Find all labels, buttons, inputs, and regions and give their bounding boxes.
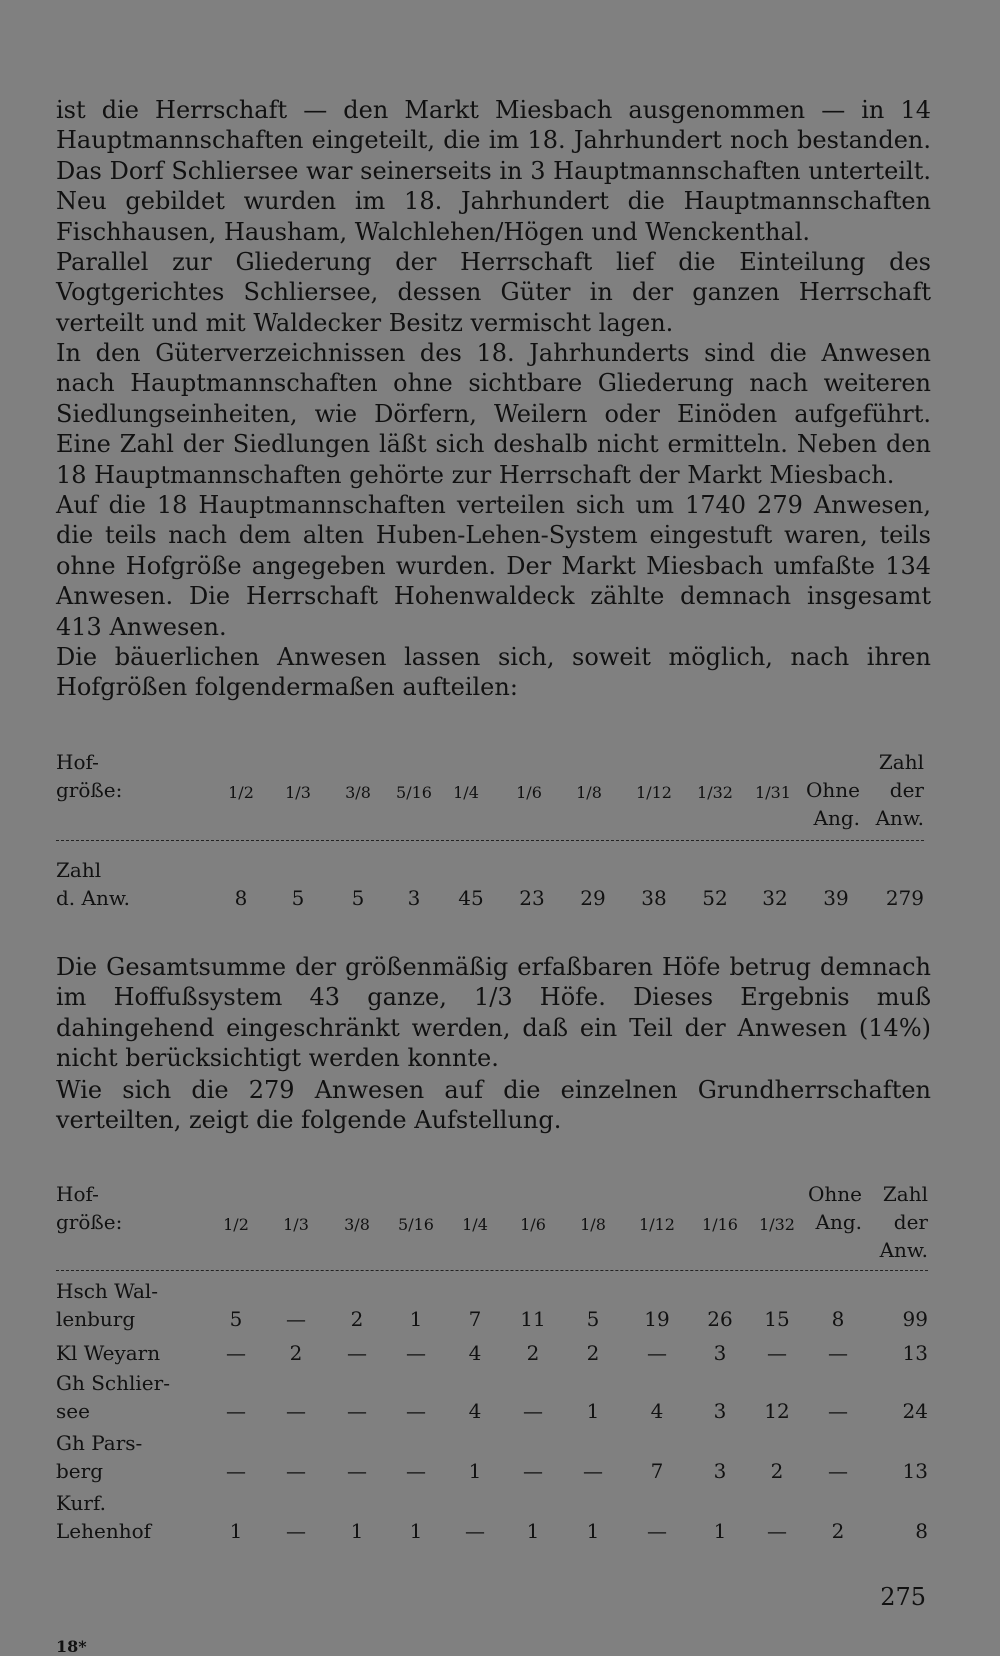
table2-zahl-label: Zahl [882,1182,928,1206]
table2-row-label: lenburg [56,1307,136,1331]
table2-row-label: Hsch Wal- [56,1279,159,1303]
table2-cell: — [828,1459,848,1483]
table2-cell: 4 [650,1399,664,1423]
table1-zahl-label: Zahl [878,750,924,774]
table2-cell: 4 [468,1399,482,1423]
table2-cell: — [465,1519,485,1543]
table2-cell: 12 [764,1399,790,1423]
table2-cell: 1 [350,1519,364,1543]
table1-cell: 23 [519,886,545,910]
table1-fraction-header: 1/4 [453,783,479,802]
table2-cell: 15 [764,1307,790,1331]
table2-cell: 7 [468,1307,482,1331]
table1-row-label: d. Anw. [56,886,130,910]
table2-cell: 5 [586,1307,600,1331]
table2-cell: 1 [586,1519,600,1543]
table2-cell: 99 [902,1307,928,1331]
table1-cell: 5 [351,886,365,910]
paragraph-1: ist die Herrschaft — den Markt Miesbach ausgenommen — in 14 Hauptmannschaften eingeteilt, die im 18. Jahrhundert noch bestanden. Das Dorf Schliersee war seinerseits in 3 Hauptmannschaften unterteilt. Neu gebildet wurden im 18. Jahrhundert die Hauptmannschaften Fischhausen, Hausham, Walchlehen/Högen und Wenckenthal. [56,96,931,246]
table2-cell: — [767,1519,787,1543]
table2-corner-line2: größe: [56,1210,123,1234]
table2-fraction-header: 1/12 [639,1215,675,1234]
table2-row-label: Lehenhof [56,1519,152,1543]
table2-cell: — [226,1341,246,1365]
table1-corner-line1: Hof- [56,750,99,774]
table2-cell: 3 [713,1459,727,1483]
table2-row-label: Gh Pars- [56,1431,143,1455]
table1-fraction-header: 3/8 [345,783,371,802]
table2-fraction-header: 1/8 [580,1215,606,1234]
paragraph-5: Die bäuerlichen Anwesen lassen sich, soweit möglich, nach ihren Hofgrößen folgendermaßen aufteilen: [56,643,931,702]
table2-cell: 1 [713,1519,727,1543]
paragraph-3: In den Güterverzeichnissen des 18. Jahrhunderts sind die Anwesen nach Hauptmannschaften ohne sichtbare Gliederung nach weiteren Siedlungseinheiten, wie Dörfern, Weilern oder Einöden aufgeführt. Eine Zahl der Siedlungen läßt sich deshalb nicht ermitteln. Neben den 18 Hauptmannschaften gehörte zur Herrschaft der Markt Miesbach. [56,339,931,489]
table2-cell: 1 [586,1399,600,1423]
table2-cell: 1 [409,1519,423,1543]
table2-fraction-header: 1/16 [702,1215,738,1234]
table1-corner-line2: größe: [56,778,123,802]
table2-cell: 4 [468,1341,482,1365]
table2-row-label: Gh Schlier- [56,1371,170,1395]
table1-cell: 8 [234,886,248,910]
table2-cell: — [347,1399,367,1423]
table1-cell: 39 [823,886,849,910]
table2-cell: 1 [409,1307,423,1331]
table1-ohne-label: Ohne [806,778,860,802]
table2-cell: — [347,1459,367,1483]
paragraph-2: Parallel zur Gliederung der Herrschaft lief die Einteilung des Vogtgerichtes Schliersee, dessen Güter in der ganzen Herrschaft verteilt und mit Waldecker Besitz vermischt lagen. [56,248,931,337]
table2-cell: — [647,1341,667,1365]
table1-row-label: Zahl [56,858,102,882]
table2-cell: 13 [902,1341,928,1365]
table2-fraction-header: 5/16 [398,1215,434,1234]
table1-ohne-label: Ang. [813,806,860,830]
table2-cell: 2 [770,1459,784,1483]
table1-cell: 52 [702,886,728,910]
table2-fraction-header: 1/2 [223,1215,249,1234]
page-number: 275 [880,1583,926,1611]
table2-cell: 13 [902,1459,928,1483]
table1-cell: 45 [458,886,484,910]
table1-fraction-header: 1/31 [755,783,791,802]
table1-fraction-header: 1/2 [228,783,254,802]
table1-cell: 32 [762,886,788,910]
table2-zahl-label: der [893,1210,928,1234]
table2-fraction-header: 3/8 [344,1215,370,1234]
table2-cell: 2 [289,1341,303,1365]
table1-cell: 3 [407,886,421,910]
paragraph-6: Die Gesamtsumme der größenmäßig erfaßbaren Höfe betrug demnach im Hoffußsystem 43 ganze, 1/3 Höfe. Dieses Ergebnis muß dahingehend eingeschränkt werden, daß ein Teil der Anwesen (14%) nicht berücksichtigt werden konnte. [56,953,931,1073]
table2-cell: — [406,1341,426,1365]
table1-cell: 279 [885,886,924,910]
table2-row-label: berg [56,1459,104,1483]
table2-cell: 19 [644,1307,670,1331]
table1-fraction-header: 1/12 [636,783,672,802]
table2-corner-line1: Hof- [56,1182,99,1206]
table2-cell: — [828,1399,848,1423]
table2-cell: 2 [586,1341,600,1365]
table2-cell: 5 [229,1307,243,1331]
table2-cell: 1 [468,1459,482,1483]
table1-cell: 5 [291,886,305,910]
table2-cell: 26 [707,1307,733,1331]
paragraph-7: Wie sich die 279 Anwesen auf die einzelnen Grundherrschaften verteilten, zeigt die folgende Aufstellung. [56,1076,931,1135]
table1-cell: 29 [580,886,606,910]
table2-cell: — [647,1519,667,1543]
table1-fraction-header: 5/16 [396,783,432,802]
table2-header-rule [56,1270,928,1271]
table2-row-label: Kurf. [56,1491,106,1515]
table2-zahl-label: Anw. [879,1238,928,1262]
table2-cell: — [226,1399,246,1423]
table2-cell: 11 [520,1307,546,1331]
table2-cell: — [767,1341,787,1365]
table2-cell: — [226,1459,246,1483]
table2-fraction-header: 1/32 [759,1215,795,1234]
table2-cell: — [286,1307,306,1331]
table2-cell: 1 [526,1519,540,1543]
table2-cell: — [523,1459,543,1483]
table2-cell: 8 [831,1307,845,1331]
table2-ohne-label: Ang. [815,1210,862,1234]
table2-cell: 2 [350,1307,364,1331]
table2-cell: 24 [902,1399,928,1423]
table2-cell: — [286,1459,306,1483]
table1-fraction-header: 1/3 [285,783,311,802]
table1-header-rule [56,840,924,841]
paragraph-4: Auf die 18 Hauptmannschaften verteilen sich um 1740 279 Anwesen, die teils nach dem alten Huben-Lehen-System eingestuft waren, teils ohne Hofgröße angegeben wurden. Der Markt Miesbach umfaßte 134 Anwesen. Die Herrschaft Hohenwaldeck zählte demnach insgesamt 413 Anwesen. [56,491,931,641]
table2-cell: — [583,1459,603,1483]
table2-cell: — [406,1459,426,1483]
table2-fraction-header: 1/6 [520,1215,546,1234]
table2-fraction-header: 1/3 [283,1215,309,1234]
table2-cell: — [523,1399,543,1423]
table2-fraction-header: 1/4 [462,1215,488,1234]
table2-cell: 2 [831,1519,845,1543]
table1-cell: 38 [641,886,667,910]
table1-zahl-label: Anw. [875,806,924,830]
table2-cell: 3 [713,1341,727,1365]
table2-cell: — [286,1519,306,1543]
table2-row-label: see [56,1399,90,1423]
table2-cell: — [286,1399,306,1423]
table2-cell: — [828,1341,848,1365]
table1-fraction-header: 1/6 [516,783,542,802]
table2-cell: — [406,1399,426,1423]
table2-cell: 2 [526,1341,540,1365]
table2-cell: 3 [713,1399,727,1423]
table2-cell: 1 [229,1519,243,1543]
signature-mark: 18* [56,1637,87,1656]
table1-fraction-header: 1/8 [576,783,602,802]
table2-cell: 8 [915,1519,928,1543]
table2-cell: — [347,1341,367,1365]
table2-cell: 7 [650,1459,664,1483]
table1-zahl-label: der [889,778,924,802]
table2-row-label: Kl Weyarn [56,1341,161,1365]
table2-ohne-label: Ohne [808,1182,862,1206]
table1-fraction-header: 1/32 [697,783,733,802]
